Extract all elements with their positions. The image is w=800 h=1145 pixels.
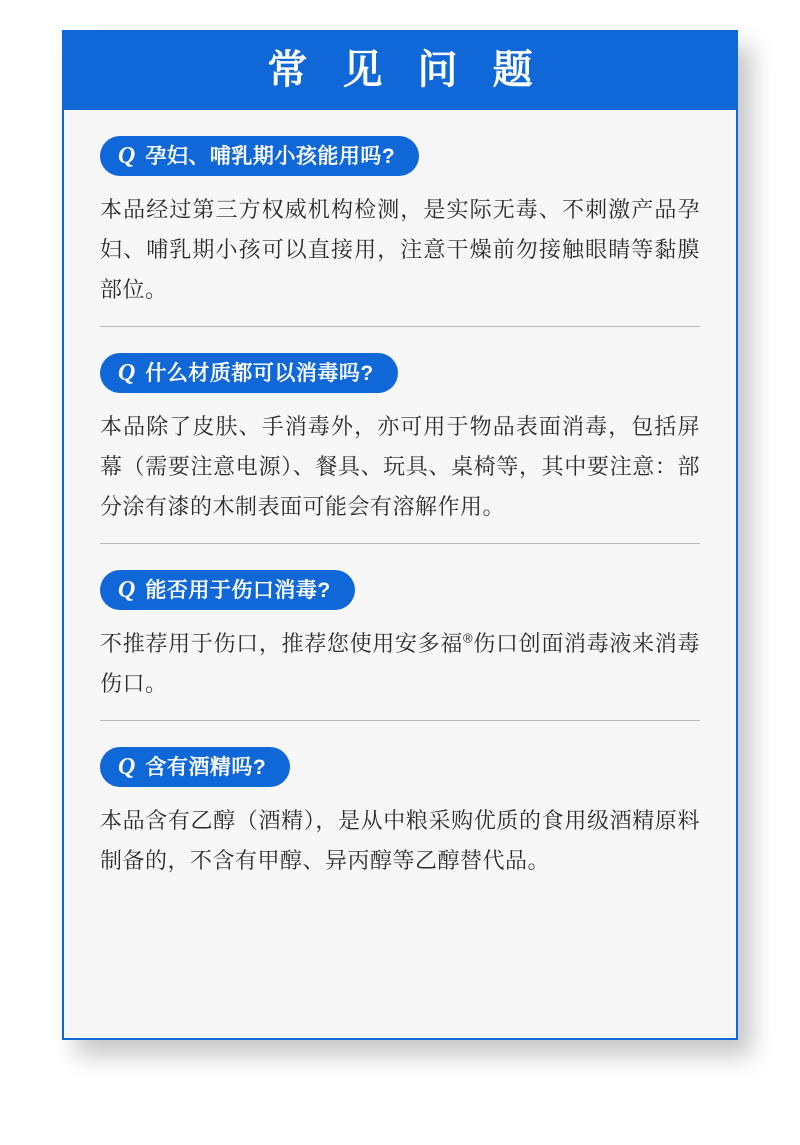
answer-text <box>100 624 700 704</box>
answer-text: 本品除了皮肤、手消毒外，亦可用于物品表面消毒，包括屏幕（需要注意电源）、餐具、玩具、桌椅等，其中要注意：部分涂有漆的木制表面可能会有溶解作用。 <box>100 414 700 519</box>
question-badge-icon: Q <box>118 754 136 780</box>
question-pill[interactable] <box>100 747 290 787</box>
faq-item <box>100 721 700 898</box>
question-pill[interactable] <box>100 353 398 393</box>
faq-item <box>100 110 700 327</box>
question-text: 什么材质都可以消毒吗? <box>145 361 374 385</box>
question-text: 能否用于伤口消毒? <box>145 578 331 602</box>
faq-header <box>62 30 738 110</box>
faq-list <box>64 110 736 898</box>
question-text: 孕妇、哺乳期小孩能用吗? <box>145 144 396 168</box>
question-pill[interactable] <box>100 570 355 610</box>
question-badge-icon: Q <box>118 577 136 603</box>
question-pill[interactable] <box>100 136 419 176</box>
registered-mark: ® <box>463 630 474 646</box>
question-text: 含有酒精吗? <box>145 755 267 779</box>
faq-item <box>100 327 700 544</box>
question-badge-icon: Q <box>118 143 136 169</box>
answer-text: 本品含有乙醇（酒精），是从中粮采购优质的食用级酒精原料制备的，不含有甲醇、异丙醇等乙醇替代品。 <box>100 808 700 873</box>
page-title: 常 见 问 题 <box>267 48 545 92</box>
faq-item <box>100 544 700 721</box>
answer-text-part: 不推荐用于伤口，推荐您使用安多福 <box>100 631 464 656</box>
answer-text: 本品经过第三方权威机构检测，是实际无毒、不刺激产品孕妇、哺乳期小孩可以直接用，注意干燥前勿接触眼睛等黏膜部位。 <box>100 197 700 302</box>
item-divider <box>100 897 700 898</box>
question-badge-icon: Q <box>118 360 136 386</box>
answer-text-part: 伤口创面消毒液来消毒伤口。 <box>100 631 700 696</box>
faq-card <box>62 30 738 1040</box>
